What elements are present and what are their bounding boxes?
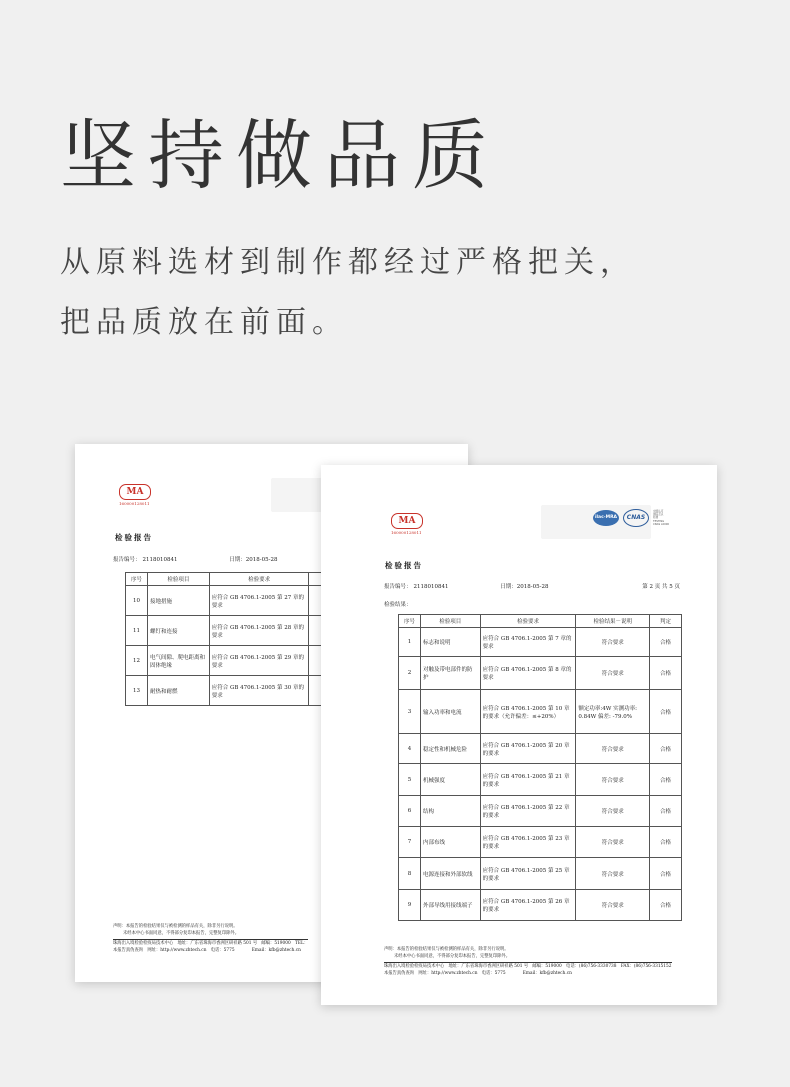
cma-logo	[119, 484, 151, 506]
table-header-row	[399, 615, 682, 628]
cell-no: 11	[126, 616, 148, 646]
report-title: 检验报告	[115, 533, 153, 542]
report-no: 2118010841	[413, 584, 449, 590]
cell-req: 应符合 GB 4706.1-2005 第 10 章的要求（允许偏差：≤+20%）	[480, 690, 576, 734]
cnas-caption-line: 国际互认	[653, 513, 664, 517]
cell-no: 4	[399, 734, 421, 764]
cell-verdict: 合格	[650, 796, 682, 827]
table-row	[399, 858, 682, 890]
cell-req: 应符合 GB 4706.1-2005 第 27 章的要求	[209, 586, 309, 616]
report-footer	[384, 947, 672, 977]
report-date: 2018-05-28	[516, 584, 549, 590]
cell-result: 额定功率:4W 实测功率: 0.84W 偏差: -79.0%	[576, 690, 650, 734]
footer-statement-1: 声明：本报告的检验结果仅与被检测的样品有关，除非另行说明。	[113, 924, 238, 929]
footer-website: 本报告真伪查询 网址：http://www.zhtech.cn 电话：5775 Email：kfb@zhtech.cn	[113, 947, 301, 953]
report-date: 2018-05-28	[245, 557, 278, 563]
cell-req: 应符合 GB 4706.1-2005 第 30 章的要求	[209, 676, 309, 706]
cell-req: 应符合 GB 4706.1-2005 第 26 章的要求	[480, 890, 576, 921]
results-table	[398, 614, 682, 921]
footer-address: 珠海出入境检验检疫局技术中心 地址：广东省珠海市香洲区研祥路 501 号 邮编：519000 电话：(86)756-3330738 FAX：(86)756-3315152	[384, 964, 672, 969]
cnas-caption-line: 检测	[653, 516, 659, 520]
cell-no: 12	[126, 646, 148, 676]
cnas-caption-line: 中国认可	[653, 509, 664, 513]
cell-no: 6	[399, 796, 421, 827]
cell-result: 符合要求	[576, 657, 650, 690]
cma-mark: MA	[391, 513, 423, 529]
cell-item: 内部布线	[420, 827, 480, 858]
cell-item: 耐热和耐燃	[147, 676, 209, 706]
cell-no: 13	[126, 676, 148, 706]
subtitle-line-1: 从原料选材到制作都经过严格把关，	[60, 245, 636, 280]
header-req: 检验要求	[209, 573, 309, 586]
table-row	[399, 827, 682, 858]
footer-statement-2: 未经本中心书面同意，不得部分复印本报告，完整复印除外。	[123, 930, 240, 936]
report-no-label: 报告编号：	[113, 557, 141, 563]
cnas-logo: CNAS	[623, 509, 649, 527]
report-meta	[113, 555, 278, 563]
cell-verdict: 合格	[650, 858, 682, 890]
report-footer	[113, 924, 308, 954]
report-no: 2118010841	[142, 557, 178, 563]
footer-divider	[113, 939, 308, 940]
results-label: 检验结果：	[384, 602, 412, 608]
cell-req: 应符合 GB 4706.1-2005 第 8 章的要求	[480, 657, 576, 690]
footer-address: 珠海出入境检验检疫局技术中心 地址：广东省珠海市香洲区研祥路 501 号 邮编：519000 TEL：	[113, 941, 309, 946]
cell-req: 应符合 GB 4706.1-2005 第 22 章的要求	[480, 796, 576, 827]
cma-logo	[391, 513, 423, 535]
cell-verdict: 合格	[650, 764, 682, 796]
cell-result: 符合要求	[576, 764, 650, 796]
cell-no: 3	[399, 690, 421, 734]
cma-code: 160000128011	[391, 530, 422, 535]
cell-item: 标志和说明	[420, 628, 480, 657]
cell-item: 对触及带电部件的防护	[420, 657, 480, 690]
cell-req: 应符合 GB 4706.1-2005 第 7 章的要求	[480, 628, 576, 657]
cell-no: 10	[126, 586, 148, 616]
cell-verdict: 合格	[650, 657, 682, 690]
table-row	[399, 890, 682, 921]
date-label: 日期：	[229, 557, 246, 563]
cma-mark: MA	[119, 484, 151, 500]
report-title: 检验报告	[385, 561, 423, 570]
front-report-page	[321, 465, 717, 1005]
cell-verdict: 合格	[650, 827, 682, 858]
accreditation-logos	[593, 509, 669, 527]
cell-result: 符合要求	[576, 628, 650, 657]
cell-result: 符合要求	[576, 796, 650, 827]
cell-req: 应符合 GB 4706.1-2005 第 28 章的要求	[209, 616, 309, 646]
table-row	[399, 734, 682, 764]
footer-statement-1: 声明：本报告的检验结果仅与被检测的样品有关，除非另行说明。	[384, 947, 509, 952]
cell-no: 9	[399, 890, 421, 921]
cell-no: 1	[399, 628, 421, 657]
table-row	[399, 628, 682, 657]
page-headline: 坚持做品质	[60, 111, 500, 200]
cell-result: 符合要求	[576, 734, 650, 764]
cell-item: 机械强度	[420, 764, 480, 796]
header-item: 检验项目	[147, 573, 209, 586]
cell-result: 符合要求	[576, 858, 650, 890]
table-row	[399, 657, 682, 690]
cnas-caption	[653, 510, 669, 526]
cell-item: 输入功率和电流	[420, 690, 480, 734]
cell-req: 应符合 GB 4706.1-2005 第 23 章的要求	[480, 827, 576, 858]
cell-no: 7	[399, 827, 421, 858]
cell-req: 应符合 GB 4706.1-2005 第 29 章的要求	[209, 646, 309, 676]
header-req: 检验要求	[480, 615, 576, 628]
cnas-caption-line: TESTING	[653, 519, 665, 523]
footer-website: 本报告真伪查询 网址：http://www.zhtech.cn 电话：5775 Email：kfb@zhtech.cn	[384, 970, 572, 976]
cell-result: 符合要求	[576, 827, 650, 858]
table-row	[399, 764, 682, 796]
cell-item: 螺钉和连接	[147, 616, 209, 646]
footer-divider	[384, 962, 672, 963]
cell-item: 外部导线用接线端子	[420, 890, 480, 921]
cell-item: 结构	[420, 796, 480, 827]
page-number: 第 2 页 共 5 页	[642, 584, 680, 590]
cnas-caption-line: CNAS L0000	[653, 522, 670, 526]
cell-no: 8	[399, 858, 421, 890]
cell-item: 接地措施	[147, 586, 209, 616]
table-row	[399, 690, 682, 734]
cell-verdict: 合格	[650, 890, 682, 921]
cell-req: 应符合 GB 4706.1-2005 第 21 章的要求	[480, 764, 576, 796]
cell-result: 符合要求	[576, 890, 650, 921]
header-item: 检验项目	[420, 615, 480, 628]
cell-no: 5	[399, 764, 421, 796]
ilac-mra-logo: ilac-MRA	[593, 510, 619, 526]
header-no: 序号	[399, 615, 421, 628]
footer-statement-2: 未经本中心书面同意，不得部分复印本报告，完整复印除外。	[394, 953, 511, 959]
cell-item: 电气间隙、爬电距离和固体绝缘	[147, 646, 209, 676]
header-verdict: 判定	[650, 615, 682, 628]
cma-code: 160000128011	[119, 501, 150, 506]
cell-no: 2	[399, 657, 421, 690]
cell-verdict: 合格	[650, 734, 682, 764]
subtitle-line-2: 把品质放在前面。	[60, 305, 348, 340]
cell-verdict: 合格	[650, 690, 682, 734]
cell-item: 电源连接和外部软线	[420, 858, 480, 890]
cell-req: 应符合 GB 4706.1-2005 第 25 章的要求	[480, 858, 576, 890]
header-no: 序号	[126, 573, 148, 586]
header-result: 检验结果－说明	[576, 615, 650, 628]
cell-item: 稳定性和机械危险	[420, 734, 480, 764]
cell-req: 应符合 GB 4706.1-2005 第 20 章的要求	[480, 734, 576, 764]
date-label: 日期：	[500, 584, 517, 590]
report-no-label: 报告编号：	[384, 584, 412, 590]
cell-verdict: 合格	[650, 628, 682, 657]
table-row	[399, 796, 682, 827]
report-meta	[384, 582, 684, 590]
